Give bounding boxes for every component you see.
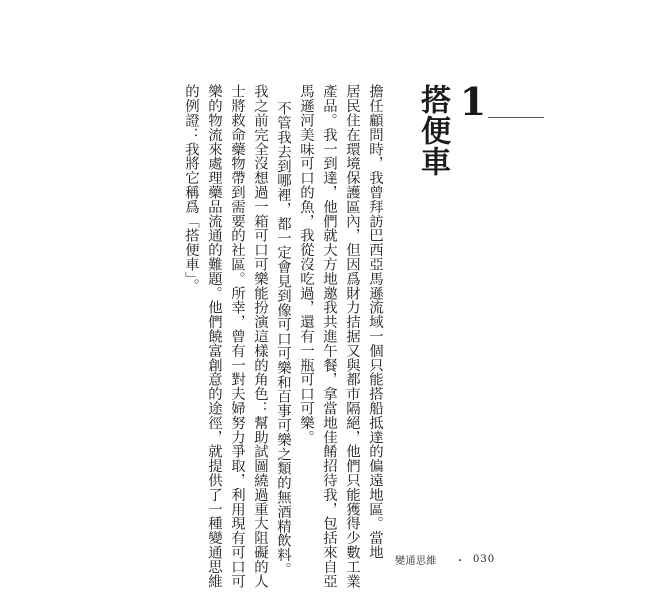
page-number: 030 xyxy=(473,553,496,565)
text-column-6: 我之前完全沒想過一箱可口可樂能扮演這樣的角色：幫助試圖繞過重大阻礙的人 xyxy=(252,84,268,588)
chapter-rule xyxy=(488,117,544,118)
text-column-1: 擔任顧問時，我曾拜訪巴西亞馬遜流域一個只能搭船抵達的偏遠地區。當地 xyxy=(367,84,383,560)
chapter-title: 搭便車 xyxy=(415,84,450,177)
text-column-2: 居民住在環境保護區內，但因爲財力拮据又與都市隔絕，他們只能獲得少數工業 xyxy=(344,84,360,588)
footer-separator: ・ xyxy=(455,555,465,567)
text-column-8: 樂的物流來處理藥品流通的難題。他們饒富創意的途徑，就提供了一種變通思維 xyxy=(206,84,222,588)
chapter-number: 1 xyxy=(459,79,487,124)
text-column-5: 不管我去到哪裡，都一定會見到像可口可樂和百事可樂之類的無酒精飲料。 xyxy=(275,101,291,577)
running-title: 變通思維 xyxy=(395,555,437,567)
text-column-4: 馬遜河美味可口的魚，我從沒吃過，還有一瓶可口可樂。 xyxy=(298,84,314,444)
page-footer xyxy=(395,551,495,567)
text-column-9: 的例證：我將它稱爲「搭便車」。 xyxy=(183,84,199,293)
text-column-3: 產品。我一到達，他們就大方地邀我共進午餐，拿當地佳餚招待我，包括來自亞 xyxy=(321,84,337,588)
text-column-7: 士將救命藥物帶到需要的社區。所幸，曾有一對夫婦努力爭取，利用現有可口可 xyxy=(229,84,245,588)
